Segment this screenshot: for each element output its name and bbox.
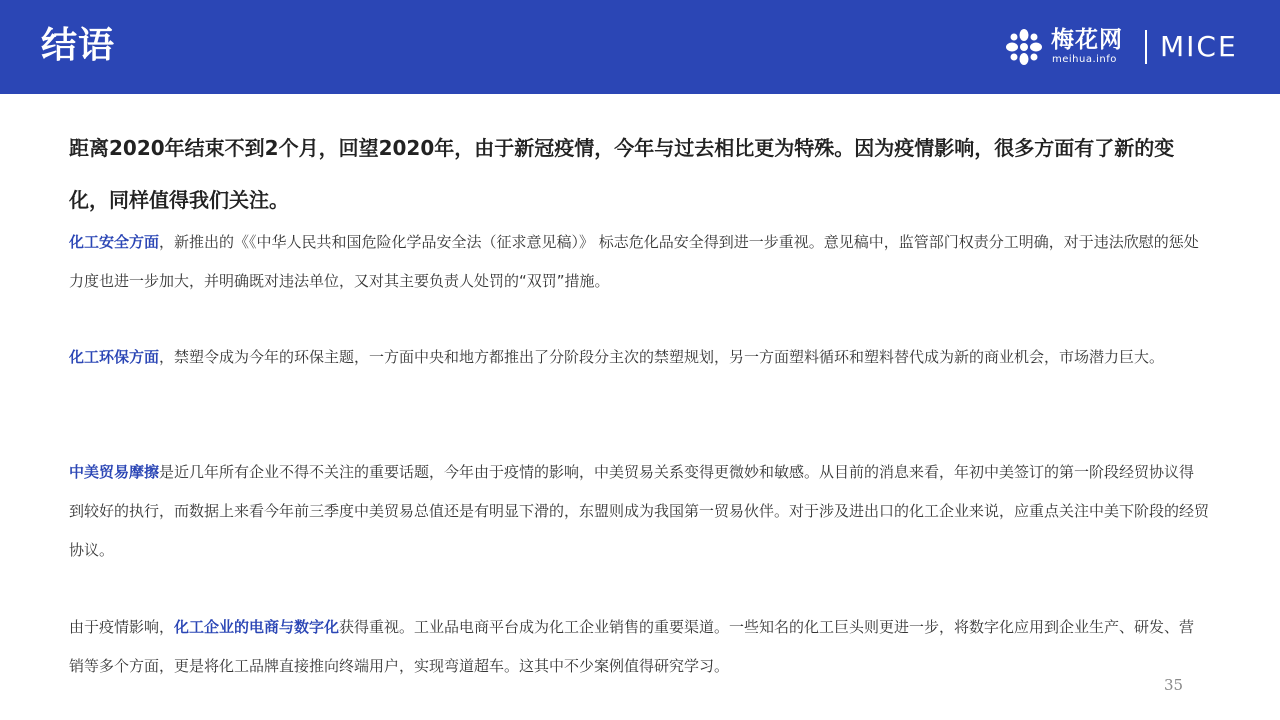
page-number: 35 — [1164, 676, 1184, 694]
logo-domain: meihua.info — [1052, 54, 1117, 65]
logo-chinese-name: 梅花网 — [1051, 27, 1123, 53]
paragraph-highlight: 化工安全方面 — [69, 233, 160, 251]
logo-divider — [1145, 30, 1147, 64]
intro-text: 距离2020年结束不到2个月，回望2020年，由于新冠疫情，今年与过去相比更为特殊。因为疫情影响，很多方面有了新的变化，同样值得我们关注。 — [69, 136, 1175, 212]
paragraph-trade-friction — [69, 453, 1209, 570]
flower-icon — [1004, 27, 1044, 67]
paragraph-lead: 由于疫情影响， — [69, 618, 175, 636]
paragraph-body: ，禁塑令成为今年的环保主题，一方面中央和地方都推出了分阶段分主次的禁塑规划，另一方面塑料循环和塑料替代成为新的商业机会，市场潜力巨大。 — [159, 348, 1165, 366]
paragraph-highlight: 化工企业的电商与数字化 — [174, 618, 340, 636]
paragraph-chem-environment — [69, 338, 1209, 377]
header-bar — [0, 0, 1280, 94]
page-title: 结语 — [41, 25, 116, 66]
brand-logo — [1004, 24, 1244, 70]
paragraph-body: 获得重视。工业品电商平台成为化工企业销售的重要渠道。一些知名的化工巨头则更进一步，将数字化应用到企业生产、研发、营销等多个方面，更是将化工品牌直接推向终端用户，实现弯道超车。这其中不少案例值得研究学习。 — [69, 618, 1195, 675]
logo-mice: MICE — [1160, 30, 1238, 63]
paragraph-body: ，新推出的《《中华人民共和国危险化学品安全法（征求意见稿）》 标志危化品安全得到进一步重视。意见稿中，监管部门权责分工明确，对于违法欣慰的惩处力度也进一步加大，并明确既对违法单位，又对其主要负责人处罚的“双罚”措施。 — [69, 233, 1199, 290]
paragraph-ecommerce-digital — [69, 608, 1209, 686]
paragraph-chem-safety — [69, 223, 1209, 301]
paragraph-highlight: 化工环保方面 — [69, 348, 160, 366]
paragraph-highlight: 中美贸易摩擦 — [69, 463, 160, 481]
paragraph-body: 是近几年所有企业不得不关注的重要话题，今年由于疫情的影响，中美贸易关系变得更微妙和敏感。从目前的消息来看，年初中美签订的第一阶段经贸协议得到较好的执行，而数据上来看今年前三季度中美贸易总值还是有明显下滑的，东盟则成为我国第一贸易伙伴。对于涉及进出口的化工企业来说，应重点关注中美下阶段的经贸协议。 — [69, 463, 1210, 559]
